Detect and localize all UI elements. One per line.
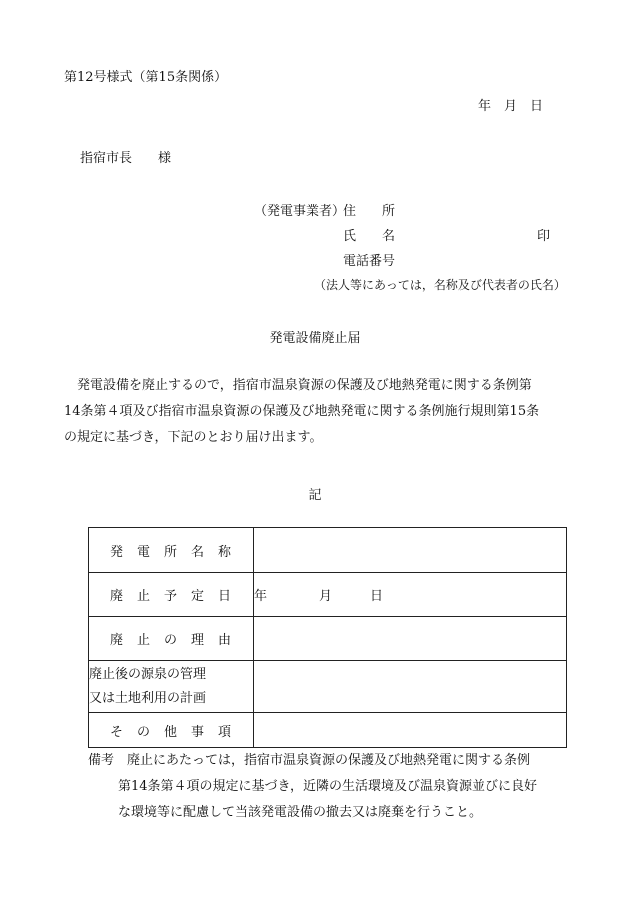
table-row (89, 528, 567, 573)
seal-mark: 印 (537, 229, 551, 244)
addressee: 指宿市長 様 (80, 151, 172, 166)
post-abolition-plan-field[interactable] (254, 661, 567, 713)
table-row (89, 617, 567, 661)
body-line-2: 14条第４項及び指宿市温泉資源の保護及び地熱発電に関する条例施行規則第15条 (64, 404, 540, 419)
date-day: 日 (370, 589, 384, 604)
ki-heading: 記 (308, 488, 322, 503)
row-label-cell (89, 617, 254, 661)
remark-line-3: な環境等に配慮して当該発電設備の撤去又は廃棄を行うこと。 (118, 805, 483, 820)
body-line-3: の規定に基づき，下記のとおり届け出ます。 (64, 430, 323, 445)
remark-line-2: 第14条第４項の規定に基づき，近隣の生活環境及び温泉資源並びに良好 (118, 779, 538, 794)
row-label-cell (89, 528, 254, 573)
row-label-cell (89, 573, 254, 617)
body-paragraph (64, 373, 584, 451)
document-title: 発電設備廃止届 (269, 331, 361, 346)
remark-line-1: 備考 廃止にあたっては，指宿市温泉資源の保護及び地熱発電に関する条例 (88, 753, 531, 768)
row-label: 発電所名称 (110, 544, 231, 560)
row-label-line-2: 又は土地利用の計画 (89, 690, 207, 706)
row-label-cell (89, 713, 254, 748)
other-matters-field[interactable] (254, 713, 567, 748)
row-label: 廃止予定日 (110, 589, 231, 604)
body-line-1: 発電設備を廃止するので，指宿市温泉資源の保護及び地熱発電に関する条例第 (77, 378, 532, 393)
reason-field[interactable] (254, 617, 567, 661)
table-row (89, 573, 567, 617)
date-year: 年 (254, 589, 268, 604)
date-month: 月 (319, 589, 333, 604)
date-line: 年 月 日 (478, 99, 544, 114)
address-label: 住 所 (343, 204, 396, 219)
name-label: 氏 名 (343, 229, 396, 244)
scheduled-date-field[interactable] (254, 573, 567, 617)
row-label: その他事項 (110, 724, 231, 740)
form-number: 第12号様式（第15条関係） (64, 70, 228, 85)
phone-label: 電話番号 (343, 254, 396, 269)
row-label-line-1: 廃止後の源泉の管理 (89, 666, 207, 682)
items-table (88, 527, 567, 748)
row-label: 廃止の理由 (110, 633, 231, 648)
plant-name-field[interactable] (254, 528, 567, 573)
remark-note (88, 748, 580, 826)
row-label-cell (89, 661, 254, 713)
table-row (89, 661, 567, 713)
table-row (89, 713, 567, 748)
corporation-note: （法人等にあっては，名称及び代表者の氏名） (314, 278, 566, 292)
applicant-role: （発電事業者） (254, 204, 346, 219)
